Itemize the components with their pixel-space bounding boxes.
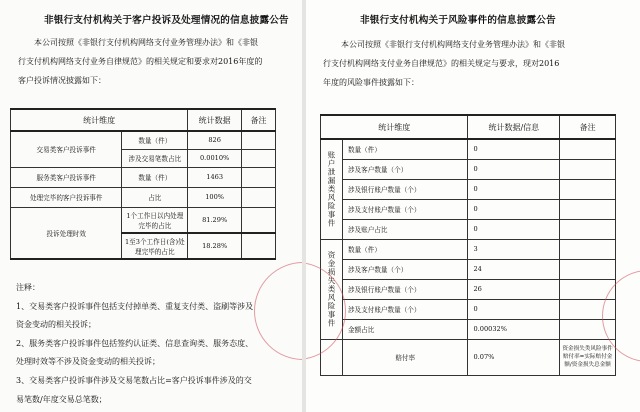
- header-dimension: 统计维度: [321, 115, 468, 139]
- table-cell: 数量（件）: [342, 239, 468, 259]
- done-group-cell: 处理完毕的客户投诉事件: [11, 187, 122, 207]
- note-line: 注释：: [16, 283, 40, 292]
- table-cell: [560, 139, 616, 159]
- table-cell: 数量（件）: [342, 139, 468, 159]
- table-cell: 24: [468, 259, 560, 279]
- table-cell: [242, 187, 276, 207]
- table-cell: 26: [468, 279, 560, 299]
- table-cell: 826: [188, 131, 242, 149]
- table-cell: 涉及账户占比: [342, 219, 468, 239]
- left-intro-line: 本公司按照《非银行支付机构网络支付业务管理办法》和《非银: [34, 38, 258, 47]
- table-cell: 0.07%: [468, 339, 560, 375]
- note-line: 1、交易类客户投诉事件包括支付掉单类、重复支付类、盗刷等涉及: [16, 301, 254, 311]
- table-cell: 1至3个工作日(含)处理完毕的占比: [122, 233, 188, 259]
- left-intro-line: 行支付机构网络支付业务自律规范》的相关规定和要求对2016年度的: [18, 57, 263, 66]
- left-page-title: 非银行支付机构关于客户投诉及处理情况的信息披露公告: [44, 15, 289, 26]
- table-cell: 1463: [188, 167, 242, 187]
- table-cell: 涉及客户数量（个）: [342, 159, 468, 179]
- table-cell: [242, 207, 276, 233]
- table-cell: [242, 233, 276, 259]
- header-data: 统计数据/信息: [468, 115, 560, 139]
- table-cell: [560, 179, 616, 199]
- company-seal-stamp: [254, 262, 302, 360]
- table-cell: 数量（件）: [122, 131, 188, 149]
- time-group-cell: 投诉处理时效: [11, 207, 122, 259]
- table-cell: [560, 259, 616, 279]
- right-intro-line: 行支付机构网络支付业务自律规范》的相关规定与要求，现对2016: [323, 59, 560, 68]
- table-cell: 涉及银行账户数量（个）: [342, 279, 468, 299]
- table-cell: 0: [468, 219, 560, 239]
- table-cell: 金额占比: [342, 319, 468, 339]
- table-cell: [560, 199, 616, 219]
- table-cell: 0: [468, 199, 560, 219]
- header-data: 统计数据: [188, 109, 242, 131]
- table-cell: 数量（件）: [122, 167, 188, 187]
- table-cell: 0: [468, 139, 560, 159]
- trade-group-cell: 交易类客户投诉事件: [11, 131, 122, 167]
- table-cell: 100%: [188, 187, 242, 207]
- table-cell: [560, 239, 616, 259]
- table-cell: 赔付率: [342, 339, 468, 375]
- note-line: 资金变动的相关投诉；: [16, 320, 96, 330]
- table-cell: 涉及支付账户数量（个）: [342, 299, 468, 319]
- table-cell: [560, 159, 616, 179]
- table-cell: 涉及客户数量（个）: [342, 259, 468, 279]
- right-intro: [323, 35, 633, 92]
- right-intro-line: 年度的风险事件披露如下：: [323, 78, 419, 87]
- table-cell: 0: [468, 179, 560, 199]
- table-cell: [242, 131, 276, 149]
- service-group-cell: 服务类客户投诉事件: [11, 167, 122, 187]
- table-cell: 占比: [122, 187, 188, 207]
- right-document-page: [306, 0, 640, 412]
- table-cell: [242, 149, 276, 167]
- complaint-table: [10, 108, 276, 260]
- note-line: 3、交易类客户投诉事件涉及交易笔数占比=客户投诉事件涉及的交: [16, 375, 252, 385]
- note-line: 处理时效等不涉及资金变动的相关投诉；: [16, 357, 160, 367]
- table-cell: 1个工作日以内处理完毕的占比: [122, 207, 188, 233]
- table-cell: 0: [468, 299, 560, 319]
- table-cell: 0: [468, 159, 560, 179]
- header-remark: 备注: [560, 115, 616, 139]
- table-cell: 0.00032%: [468, 319, 560, 339]
- payout-note-cell: 资金损失类风险事件赔付率=实际赔付金额/资金损失总金额: [560, 339, 616, 375]
- note-line: 2、服务类客户投诉事件包括签约认证类、信息查询类、服务态度、: [16, 338, 254, 348]
- table-cell: 18.28%: [188, 233, 242, 259]
- table-cell: 3: [468, 239, 560, 259]
- right-intro-line: 本公司按照《非银行支付机构网络支付业务管理办法》和《非银: [341, 40, 565, 49]
- left-document-page: [0, 0, 302, 412]
- header-remark: 备注: [242, 109, 276, 131]
- note-line: 易笔数/年度交易总笔数；: [16, 394, 107, 404]
- table-cell: 涉及银行账户数量（个）: [342, 179, 468, 199]
- left-intro: [18, 33, 300, 90]
- left-notes: [16, 279, 253, 409]
- header-dimension: 统计维度: [11, 109, 188, 131]
- table-cell: [560, 219, 616, 239]
- table-cell: 涉及交易笔数占比: [122, 149, 188, 167]
- table-cell: 0.0010%: [188, 149, 242, 167]
- table-cell: [242, 167, 276, 187]
- risk-table: [320, 114, 616, 376]
- leak-group-cell: 账户泄漏类风险事件: [321, 139, 343, 239]
- table-cell: 81.29%: [188, 207, 242, 233]
- right-page-title: 非银行支付机构关于风险事件的信息披露公告: [360, 15, 556, 26]
- left-intro-line: 客户投诉情况披露如下：: [18, 76, 106, 85]
- table-cell: 涉及支付账户数量（个）: [342, 199, 468, 219]
- loss-group-cell: 资金损失类风险事件: [321, 239, 343, 339]
